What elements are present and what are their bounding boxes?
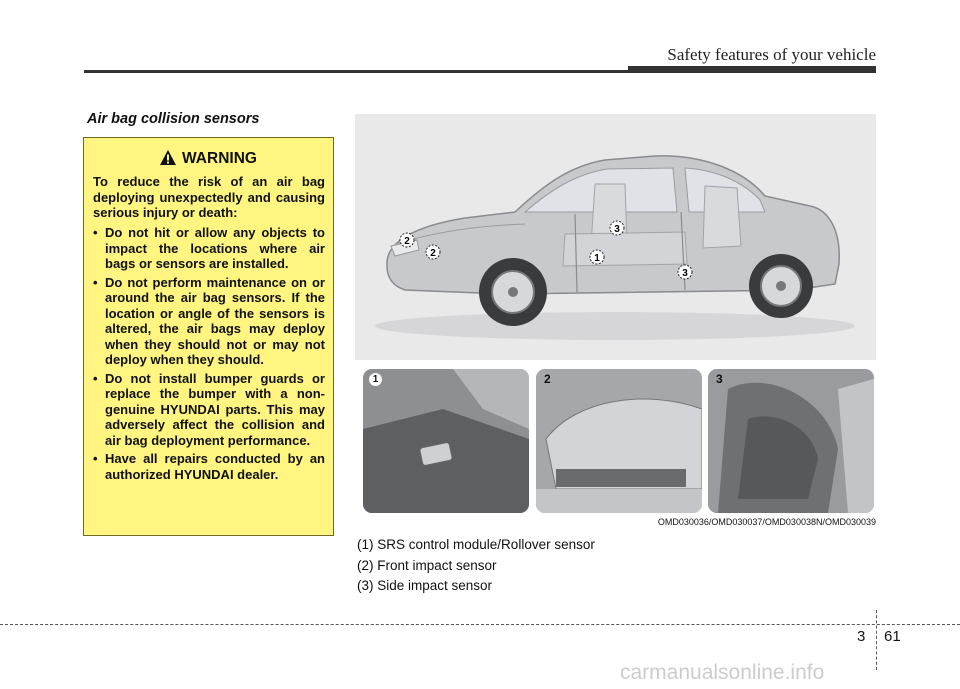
- thumb-label: 1: [369, 373, 382, 386]
- watermark: carmanualsonline.info: [620, 661, 825, 684]
- image-code: OMD030036/OMD030037/OMD030038N/OMD030039: [657, 517, 876, 527]
- warning-box: [83, 137, 334, 536]
- section-title: Safety features of your vehicle: [667, 45, 876, 64]
- caption-item: (2) Front impact sensor: [357, 558, 497, 573]
- sensor-marker: [678, 265, 692, 279]
- sensor-marker: [400, 233, 414, 247]
- thumb-label: 2: [544, 372, 551, 386]
- warning-item: • Do not perform maintenance on or around the air bag sensors. If the location or angle of the sensors is altered, the air bags may deploy when they should not or may not deploy when they should.: [93, 275, 325, 368]
- car-drawing: [355, 114, 876, 360]
- warning-item: • Do not hit or allow any objects to impact the locations where air bags or sensors are installed.: [93, 225, 325, 272]
- svg-text:3: 3: [614, 224, 620, 235]
- caption-item: (3) Side impact sensor: [357, 578, 493, 593]
- header-rule-accent: [628, 66, 876, 72]
- thumb-front-sensor: [536, 369, 702, 513]
- footer-rule: [0, 624, 960, 625]
- chapter-number: 3: [857, 628, 866, 645]
- svg-text:3: 3: [682, 268, 688, 279]
- warning-icon: [160, 150, 176, 170]
- sub-heading: Air bag collision sensors: [87, 111, 260, 127]
- svg-text:2: 2: [404, 236, 410, 247]
- sensor-marker: [610, 221, 624, 235]
- warning-item: • Do not install bumper guards or replace the bumper with a non-genuine HYUNDAI parts. This may adversely affect the collision and air bag deployment performance.: [93, 371, 325, 449]
- sensor-marker: [590, 250, 604, 264]
- warning-list: [93, 225, 325, 485]
- thumb-label: 3: [716, 372, 723, 386]
- thumb-side-sensor: [708, 369, 874, 513]
- caption-item: (1) SRS control module/Rollover sensor: [357, 537, 595, 552]
- page-separator: [876, 610, 877, 670]
- car-illustration: [355, 114, 876, 360]
- warning-intro: To reduce the risk of an air bag deploying unexpectedly and causing serious injury or death:: [93, 174, 325, 220]
- svg-text:1: 1: [594, 253, 600, 264]
- svg-text:2: 2: [430, 248, 436, 259]
- warning-heading: [84, 150, 333, 170]
- page-number: 61: [884, 628, 901, 645]
- warning-title: WARNING: [182, 150, 257, 167]
- thumb-srs-module: [363, 369, 529, 513]
- sensor-marker: [426, 245, 440, 259]
- warning-item: • Have all repairs conducted by an authorized HYUNDAI dealer.: [93, 451, 325, 482]
